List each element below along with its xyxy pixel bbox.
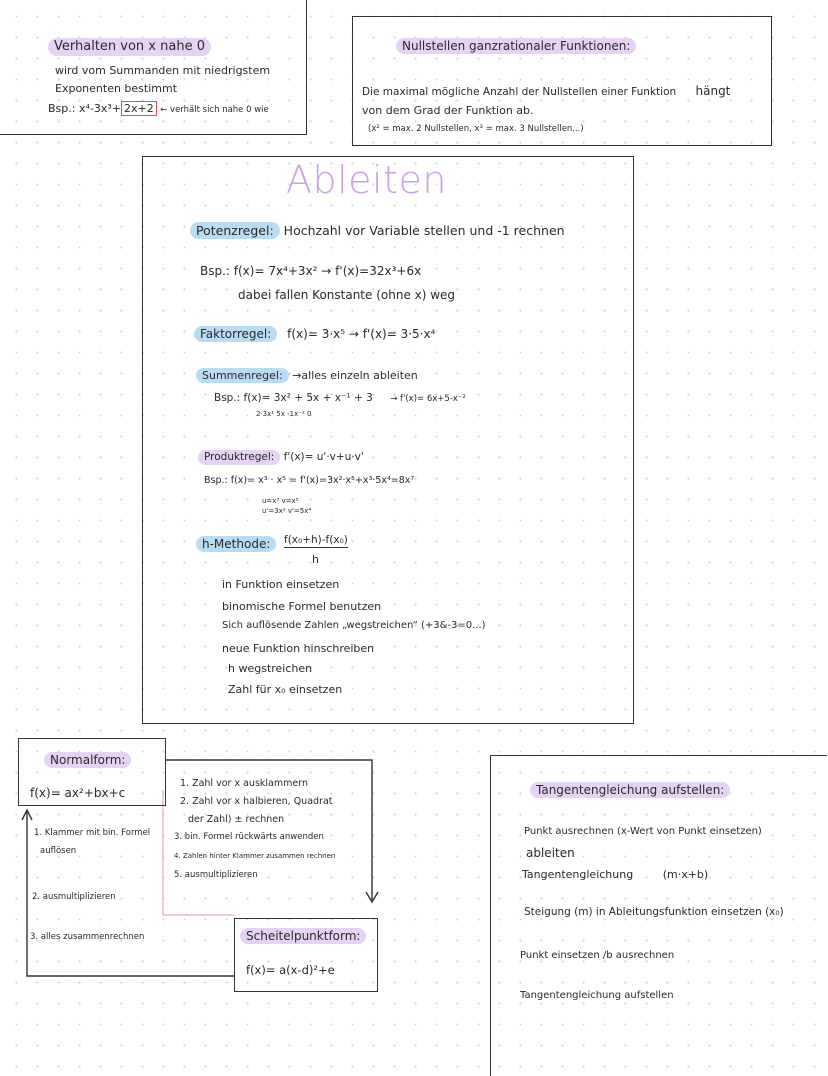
scheitelpunkt-formula: f(x)= a(x-d)²+e — [246, 963, 335, 977]
umformung-step: 3. bin. Formel rückwärts anwenden — [174, 832, 324, 842]
normalform-step: 3. alles zusammenrechnen — [30, 932, 145, 942]
produktregel: Produktregel: f'(x)= u'·v+u·v' — [198, 450, 364, 465]
summen-under: 2·3x¹ 5x -1x⁻² 0 — [256, 410, 312, 418]
nullstellen-line2: von dem Grad der Funktion ab. — [362, 104, 534, 117]
tangente-step: Tangentengleichung aufstellen — [520, 990, 674, 1001]
verhalten-line2: Exponenten bestimmt — [55, 82, 178, 95]
scheitelpunkt-title: Scheitelpunktform: — [240, 928, 366, 944]
normalform-step: 1. Klammer mit bin. Formel — [34, 828, 151, 838]
produkt-example: Bsp.: f(x)= x³ · x⁵ = f'(x)=3x²·x⁵+x³·5x⁴=8x⁷ — [204, 475, 415, 486]
h-step: Zahl für x₀ einsetzen — [228, 683, 343, 696]
h-step: neue Funktion hinschreiben — [222, 642, 375, 655]
produkt-under2: u'=3x² v'=5x⁴ — [262, 507, 312, 515]
normalform-step: auflösen — [40, 846, 77, 856]
verhalten-example: Bsp.: x⁴-3x³+ 2x+2 ← verhält sich nahe 0 wie — [48, 102, 269, 115]
verhalten-line1: wird vom Summanden mit niedrigstem — [55, 64, 271, 77]
faktorregel: Faktorregel: f(x)= 3·x⁵ → f'(x)= 3·5·x⁴ — [194, 326, 435, 342]
tangente-step: Tangentengleichung (m·x+b) — [522, 868, 709, 881]
summenregel: Summenregel: →alles einzeln ableiten — [196, 368, 418, 383]
h-step: h wegstreichen — [228, 662, 313, 675]
tangente-title: Tangentengleichung aufstellen: — [530, 782, 730, 798]
umformung-step: 2. Zahl vor x halbieren, Quadrat — [180, 796, 333, 807]
nullstellen-line3: (x² = max. 2 Nullstellen, x³ = max. 3 Nullstellen...) — [368, 124, 584, 134]
verhalten-title: Verhalten von x nahe 0 — [48, 38, 211, 56]
normalform-title: Normalform: — [44, 752, 131, 768]
h-fraction-denominator: h — [312, 553, 319, 566]
h-step: binomische Formel benutzen — [222, 600, 382, 613]
normalform-step: 2. ausmultiplizieren — [32, 892, 116, 902]
tangente-step: Punkt einsetzen /b ausrechnen — [520, 950, 675, 961]
umformung-step: 5. ausmultiplizieren — [174, 870, 258, 880]
h-step: in Funktion einsetzen — [222, 578, 340, 591]
normalform-formula: f(x)= ax²+bx+c — [30, 786, 126, 800]
tangente-step: Steigung (m) in Ableitungsfunktion einsetzen (x₀) — [524, 906, 784, 918]
umformung-step: 4. Zahlen hinter Klammer zusammen rechnen — [174, 852, 336, 860]
potenz-example: Bsp.: f(x)= 7x⁴+3x² → f'(x)=32x³+6x — [200, 264, 422, 278]
boxed-term: 2x+2 — [121, 101, 157, 116]
nullstellen-line1: Die maximal mögliche Anzahl der Nullstellen einer Funktion hängt — [362, 84, 731, 98]
nullstellen-title: Nullstellen ganzrationaler Funktionen: — [396, 38, 636, 54]
tangente-step: ableiten — [526, 846, 575, 860]
potenzregel: Potenzregel: Hochzahl vor Variable stellen und -1 rechnen — [190, 222, 565, 239]
potenz-note: dabei fallen Konstante (ohne x) weg — [238, 288, 456, 302]
h-fraction-numerator: f(x₀+h)-f(x₀) — [284, 534, 348, 546]
produkt-under1: u=x³ v=x⁵ — [262, 497, 299, 505]
ableiten-box — [142, 156, 634, 724]
umformung-step: 1. Zahl vor x ausklammern — [180, 778, 308, 789]
h-methode: h-Methode: — [196, 536, 276, 552]
summen-example: Bsp.: f(x)= 3x² + 5x + x⁻¹ + 3 → f'(x)= 6x+5-x⁻² — [214, 392, 466, 404]
umformung-step: der Zahl) ± rechnen — [188, 814, 285, 825]
ableiten-title: Ableiten — [286, 158, 447, 202]
h-step: Sich auflösende Zahlen „wegstreichen“ (+3&-3=0...) — [222, 620, 486, 631]
tangente-step: Punkt ausrechnen (x-Wert von Punkt einsetzen) — [524, 826, 762, 837]
